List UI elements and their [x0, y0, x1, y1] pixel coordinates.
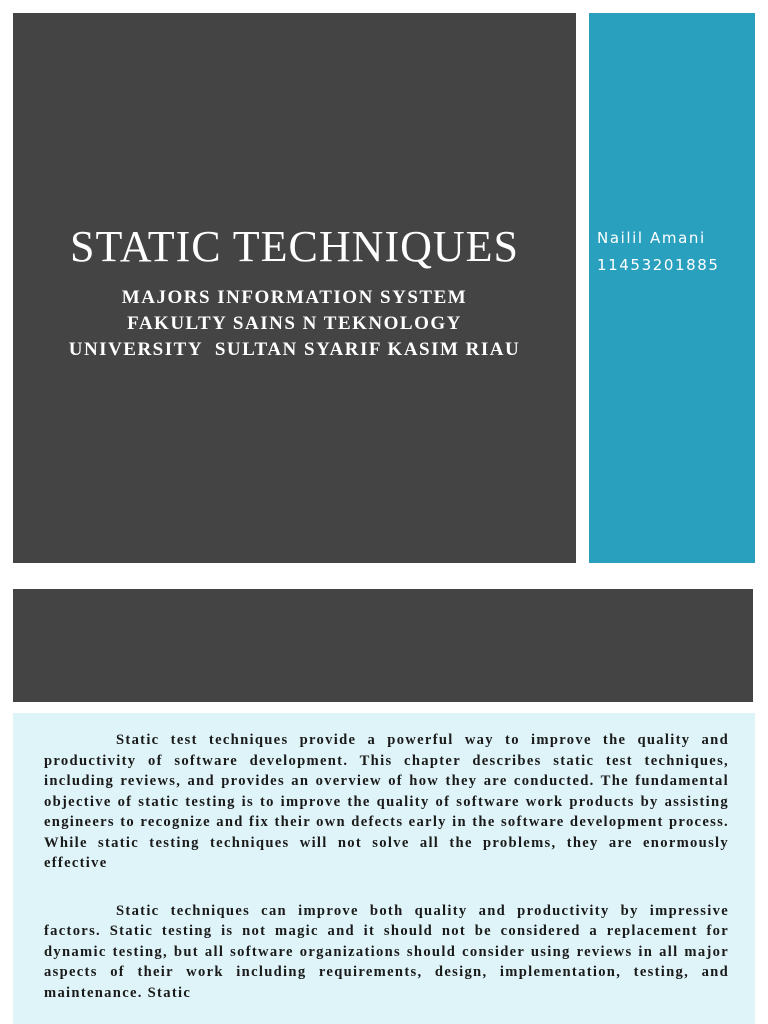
subtitle-line-university: UNIVERSITY SULTAN SYARIF KASIM RIAU [68, 339, 521, 360]
content-panel [13, 713, 755, 1024]
content-paragraph-1: Static test techniques provide a powerful way to improve the quality and productivity of software development. This chapter describes static test techniques, including reviews, and provides an overview of how they are conducted. The fundamental objective of static testing is to improve the quality of software work products by assisting engineers to recognize and fix their own defects early in the software development process. While static testing techniques will not solve all the problems, they are enormously effective [44, 732, 729, 871]
subtitle-line-faculty: FAKULTY SAINS N TEKNOLOGY [127, 313, 462, 334]
slide-title: STATIC TECHNIQUES [69, 222, 519, 271]
author-name: Nailil Amani [597, 229, 706, 247]
author-panel [589, 13, 755, 563]
section-header-bar [13, 589, 753, 702]
content-paragraph-2: Static techniques can improve both quality and productivity by impressive factors. Static testing is not magic and it should not be considered a replacement for dynamic testing, but all software organizations should consider using reviews in all major aspects of their work including requirements, design, implementation, testing, and maintenance. Static [44, 902, 729, 1001]
slide-subtitle [13, 285, 576, 363]
subtitle-line-major: MAJORS INFORMATION SYSTEM [121, 287, 468, 308]
title-panel [13, 13, 576, 563]
author-id: 11453201885 [597, 256, 720, 274]
